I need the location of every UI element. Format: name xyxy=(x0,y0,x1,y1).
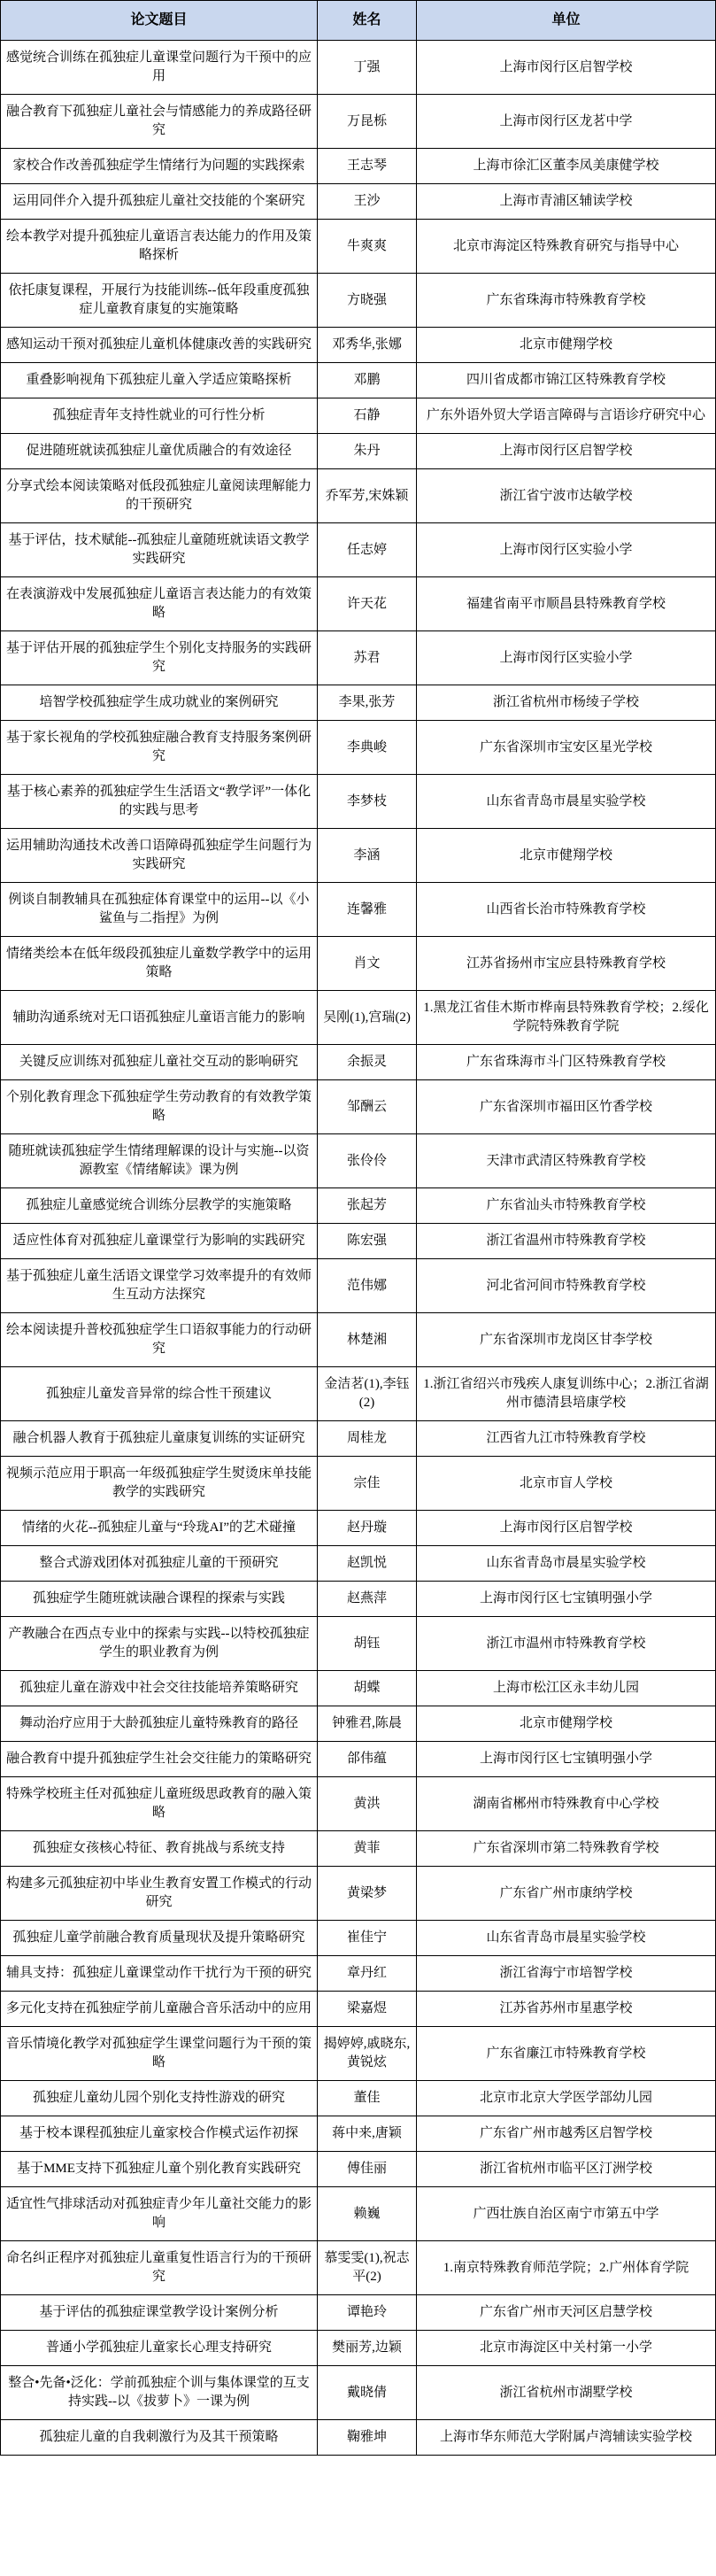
author-name-cell: 林楚湘 xyxy=(318,1313,417,1367)
author-name-cell: 董佳 xyxy=(318,2081,417,2116)
author-name-cell: 谭艳玲 xyxy=(318,2295,417,2331)
unit-cell: 北京市海淀区中关村第一小学 xyxy=(417,2331,716,2366)
table-row xyxy=(1,398,716,434)
unit-cell: 广东省汕头市特殊教育学校 xyxy=(417,1188,716,1224)
table-row xyxy=(1,2366,716,2420)
unit-cell: 上海市闵行区七宝镇明强小学 xyxy=(417,1742,716,1777)
paper-title-cell: 多元化支持在孤独症学前儿童融合音乐活动中的应用 xyxy=(1,1992,318,2027)
header-row xyxy=(1,1,716,41)
column-header-author-name: 姓名 xyxy=(318,1,417,41)
table-row xyxy=(1,220,716,274)
author-name-cell: 黄洪 xyxy=(318,1777,417,1831)
author-name-cell: 赵凯悦 xyxy=(318,1546,417,1582)
author-name-cell: 鞠雅坤 xyxy=(318,2420,417,2456)
table-row xyxy=(1,274,716,328)
table-row xyxy=(1,1742,716,1777)
table-row xyxy=(1,1831,716,1867)
unit-cell: 江西省九江市特殊教育学校 xyxy=(417,1421,716,1457)
paper-title-cell: 普通小学孤独症儿童家长心理支持研究 xyxy=(1,2331,318,2366)
unit-cell: 广东省深圳市第二特殊教育学校 xyxy=(417,1831,716,1867)
table-row xyxy=(1,1706,716,1742)
table-row xyxy=(1,469,716,523)
table-row xyxy=(1,1956,716,1992)
unit-cell: 北京市健翔学校 xyxy=(417,328,716,363)
author-name-cell: 李果,张芳 xyxy=(318,685,417,721)
paper-title-cell: 孤独症儿童在游戏中社会交往技能培养策略研究 xyxy=(1,1671,318,1706)
table-row xyxy=(1,1992,716,2027)
author-name-cell: 乔军芳,宋姝颖 xyxy=(318,469,417,523)
table-body xyxy=(1,41,716,2456)
unit-cell: 北京市健翔学校 xyxy=(417,829,716,883)
paper-title-cell: 感知运动干预对孤独症儿童机体健康改善的实践研究 xyxy=(1,328,318,363)
paper-title-cell: 整合式游戏团体对孤独症儿童的干预研究 xyxy=(1,1546,318,1582)
paper-title-cell: 融合教育中提升孤独症学生社会交往能力的策略研究 xyxy=(1,1742,318,1777)
paper-title-cell: 音乐情境化教学对孤独症学生课堂问题行为干预的策略 xyxy=(1,2027,318,2081)
paper-title-cell: 融合教育下孤独症儿童社会与情感能力的养成路径研究 xyxy=(1,95,318,149)
author-name-cell: 邹酬云 xyxy=(318,1080,417,1134)
author-name-cell: 赖巍 xyxy=(318,2187,417,2241)
unit-cell: 福建省南平市顺昌县特殊教育学校 xyxy=(417,577,716,631)
author-name-cell: 慕雯雯(1),祝志平(2) xyxy=(318,2241,417,2295)
paper-title-cell: 融合机器人教育于孤独症儿童康复训练的实证研究 xyxy=(1,1421,318,1457)
author-name-cell: 金洁茗(1),李钰(2) xyxy=(318,1367,417,1421)
table-row xyxy=(1,829,716,883)
unit-cell: 上海市闵行区龙茗中学 xyxy=(417,95,716,149)
unit-cell: 浙江省杭州市湖墅学校 xyxy=(417,2366,716,2420)
column-header-paper-title: 论文题目 xyxy=(1,1,318,41)
unit-cell: 上海市闵行区七宝镇明强小学 xyxy=(417,1582,716,1617)
paper-title-cell: 分享式绘本阅读策略对低段孤独症儿童阅读理解能力的干预研究 xyxy=(1,469,318,523)
unit-cell: 上海市闵行区启智学校 xyxy=(417,434,716,469)
unit-cell: 江苏省苏州市星惠学校 xyxy=(417,1992,716,2027)
unit-cell: 山东省青岛市晨星实验学校 xyxy=(417,1921,716,1956)
table-row xyxy=(1,1259,716,1313)
author-name-cell: 郃伟蕴 xyxy=(318,1742,417,1777)
table-row xyxy=(1,2152,716,2187)
paper-title-cell: 特殊学校班主任对孤独症儿童班级思政教育的融入策略 xyxy=(1,1777,318,1831)
unit-cell: 北京市盲人学校 xyxy=(417,1457,716,1511)
unit-cell: 1.黑龙江省佳木斯市桦南县特殊教育学校；2.绥化学院特殊教育学院 xyxy=(417,991,716,1045)
author-name-cell: 李典峻 xyxy=(318,721,417,775)
paper-title-cell: 重叠影响视角下孤独症儿童入学适应策略探析 xyxy=(1,363,318,398)
author-name-cell: 牛爽爽 xyxy=(318,220,417,274)
paper-title-cell: 命名纠正程序对孤独症儿童重复性语言行为的干预研究 xyxy=(1,2241,318,2295)
author-name-cell: 许天花 xyxy=(318,577,417,631)
table-row xyxy=(1,2331,716,2366)
paper-title-cell: 适宜性气排球活动对孤独症青少年儿童社交能力的影响 xyxy=(1,2187,318,2241)
unit-cell: 浙江省宁波市达敏学校 xyxy=(417,469,716,523)
unit-cell: 广东外语外贸大学语言障碍与言语诊疗研究中心 xyxy=(417,398,716,434)
paper-title-cell: 整合•先备•泛化：学前孤独症个训与集体课堂的互支持实践--以《拔萝卜》一课为例 xyxy=(1,2366,318,2420)
paper-title-cell: 辅具支持：孤独症儿童课堂动作干扰行为干预的研究 xyxy=(1,1956,318,1992)
table-row xyxy=(1,41,716,95)
table-row xyxy=(1,328,716,363)
author-name-cell: 张起芳 xyxy=(318,1188,417,1224)
table-row xyxy=(1,1313,716,1367)
unit-cell: 广东省珠海市特殊教育学校 xyxy=(417,274,716,328)
table-row xyxy=(1,1045,716,1080)
author-name-cell: 胡蝶 xyxy=(318,1671,417,1706)
author-name-cell: 万昆栎 xyxy=(318,95,417,149)
author-name-cell: 王沙 xyxy=(318,184,417,220)
author-name-cell: 傅佳丽 xyxy=(318,2152,417,2187)
unit-cell: 上海市闵行区实验小学 xyxy=(417,631,716,685)
unit-cell: 上海市华东师范大学附属卢湾辅读实验学校 xyxy=(417,2420,716,2456)
paper-title-cell: 基于核心素养的孤独症学生生活语文“教学评”一体化的实践与思考 xyxy=(1,775,318,829)
paper-title-cell: 运用同伴介入提升孤独症儿童社交技能的个案研究 xyxy=(1,184,318,220)
paper-title-cell: 孤独症女孩核心特征、教育挑战与系统支持 xyxy=(1,1831,318,1867)
table-row xyxy=(1,2241,716,2295)
unit-cell: 浙江市温州市特殊教育学校 xyxy=(417,1617,716,1671)
table-row xyxy=(1,1671,716,1706)
paper-title-cell: 孤独症儿童发音异常的综合性干预建议 xyxy=(1,1367,318,1421)
paper-title-cell: 基于家长视角的学校孤独症融合教育支持服务案例研究 xyxy=(1,721,318,775)
paper-title-cell: 绘本教学对提升孤独症儿童语言表达能力的作用及策略探析 xyxy=(1,220,318,274)
paper-title-cell: 基于MME支持下孤独症儿童个别化教育实践研究 xyxy=(1,2152,318,2187)
table-row xyxy=(1,577,716,631)
unit-cell: 上海市松江区永丰幼儿园 xyxy=(417,1671,716,1706)
unit-cell: 广东省深圳市福田区竹香学校 xyxy=(417,1080,716,1134)
author-name-cell: 邓鹏 xyxy=(318,363,417,398)
table-row xyxy=(1,2027,716,2081)
author-name-cell: 戴晓倩 xyxy=(318,2366,417,2420)
paper-title-cell: 运用辅助沟通技术改善口语障碍孤独症学生问题行为实践研究 xyxy=(1,829,318,883)
author-name-cell: 范伟娜 xyxy=(318,1259,417,1313)
paper-title-cell: 基于评估的孤独症课堂教学设计案例分析 xyxy=(1,2295,318,2331)
unit-cell: 广东省广州市天河区启慧学校 xyxy=(417,2295,716,2331)
author-name-cell: 方晓强 xyxy=(318,274,417,328)
paper-title-cell: 基于孤独症儿童生活语文课堂学习效率提升的有效师生互动方法探究 xyxy=(1,1259,318,1313)
unit-cell: 河北省河间市特殊教育学校 xyxy=(417,1259,716,1313)
table-row xyxy=(1,1617,716,1671)
unit-cell: 上海市闵行区启智学校 xyxy=(417,41,716,95)
unit-cell: 广东省广州市越秀区启智学校 xyxy=(417,2116,716,2152)
table-row xyxy=(1,883,716,937)
table-row xyxy=(1,184,716,220)
paper-title-cell: 辅助沟通系统对无口语孤独症儿童语言能力的影响 xyxy=(1,991,318,1045)
unit-cell: 山东省青岛市晨星实验学校 xyxy=(417,1546,716,1582)
paper-title-cell: 在表演游戏中发展孤独症儿童语言表达能力的有效策略 xyxy=(1,577,318,631)
unit-cell: 北京市健翔学校 xyxy=(417,1706,716,1742)
unit-cell: 上海市闵行区实验小学 xyxy=(417,523,716,577)
paper-title-cell: 情绪的火花--孤独症儿童与“玲珑AI”的艺术碰撞 xyxy=(1,1511,318,1546)
unit-cell: 上海市闵行区启智学校 xyxy=(417,1511,716,1546)
table-row xyxy=(1,363,716,398)
table-row xyxy=(1,2295,716,2331)
paper-title-cell: 促进随班就读孤独症儿童优质融合的有效途径 xyxy=(1,434,318,469)
table-row xyxy=(1,1188,716,1224)
paper-title-cell: 构建多元孤独症初中毕业生教育安置工作模式的行动研究 xyxy=(1,1867,318,1921)
unit-cell: 上海市徐汇区董李凤美康健学校 xyxy=(417,149,716,184)
table-row xyxy=(1,1777,716,1831)
paper-title-cell: 孤独症青年支持性就业的可行性分析 xyxy=(1,398,318,434)
table-row xyxy=(1,149,716,184)
table-row xyxy=(1,1511,716,1546)
table-row xyxy=(1,1134,716,1188)
unit-cell: 山西省长治市特殊教育学校 xyxy=(417,883,716,937)
author-name-cell: 胡钰 xyxy=(318,1617,417,1671)
author-name-cell: 赵丹璇 xyxy=(318,1511,417,1546)
paper-title-cell: 关键反应训练对孤独症儿童社交互动的影响研究 xyxy=(1,1045,318,1080)
table-row xyxy=(1,1457,716,1511)
table-row xyxy=(1,937,716,991)
paper-title-cell: 情绪类绘本在低年级段孤独症儿童数学教学中的运用策略 xyxy=(1,937,318,991)
unit-cell: 浙江省杭州市临平区汀洲学校 xyxy=(417,2152,716,2187)
paper-title-cell: 舞动治疗应用于大龄孤独症儿童特殊教育的路径 xyxy=(1,1706,318,1742)
author-name-cell: 樊丽芳,边颖 xyxy=(318,2331,417,2366)
paper-title-cell: 孤独症儿童幼儿园个别化支持性游戏的研究 xyxy=(1,2081,318,2116)
table-row xyxy=(1,1546,716,1582)
table-row xyxy=(1,2116,716,2152)
table-row xyxy=(1,1582,716,1617)
unit-cell: 天津市武清区特殊教育学校 xyxy=(417,1134,716,1188)
table-row xyxy=(1,2187,716,2241)
table-row xyxy=(1,1080,716,1134)
paper-title-cell: 产教融合在西点专业中的探索与实践--以特校孤独症学生的职业教育为例 xyxy=(1,1617,318,1671)
author-name-cell: 苏君 xyxy=(318,631,417,685)
unit-cell: 浙江省温州市特殊教育学校 xyxy=(417,1224,716,1259)
paper-title-cell: 家校合作改善孤独症学生情绪行为问题的实践探索 xyxy=(1,149,318,184)
unit-cell: 山东省青岛市晨星实验学校 xyxy=(417,775,716,829)
paper-title-cell: 绘本阅读提升普校孤独症学生口语叙事能力的行动研究 xyxy=(1,1313,318,1367)
author-name-cell: 梁嘉煜 xyxy=(318,1992,417,2027)
author-name-cell: 石静 xyxy=(318,398,417,434)
table-row xyxy=(1,1921,716,1956)
table-row xyxy=(1,434,716,469)
author-name-cell: 王志琴 xyxy=(318,149,417,184)
paper-title-cell: 孤独症学生随班就读融合课程的探索与实践 xyxy=(1,1582,318,1617)
author-name-cell: 周桂龙 xyxy=(318,1421,417,1457)
column-header-unit: 单位 xyxy=(417,1,716,41)
unit-cell: 广西壮族自治区南宁市第五中学 xyxy=(417,2187,716,2241)
author-name-cell: 李涵 xyxy=(318,829,417,883)
author-name-cell: 余振灵 xyxy=(318,1045,417,1080)
paper-title-cell: 孤独症儿童的自我刺激行为及其干预策略 xyxy=(1,2420,318,2456)
author-name-cell: 吴刚(1),宫瑞(2) xyxy=(318,991,417,1045)
unit-cell: 广东省深圳市宝安区星光学校 xyxy=(417,721,716,775)
unit-cell: 北京市北京大学医学部幼儿园 xyxy=(417,2081,716,2116)
author-name-cell: 揭婷婷,戚晓东,黄锐炫 xyxy=(318,2027,417,2081)
author-name-cell: 黄梁梦 xyxy=(318,1867,417,1921)
unit-cell: 上海市青浦区辅读学校 xyxy=(417,184,716,220)
paper-title-cell: 孤独症儿童学前融合教育质量现状及提升策略研究 xyxy=(1,1921,318,1956)
table-row xyxy=(1,2420,716,2456)
author-name-cell: 宗佳 xyxy=(318,1457,417,1511)
paper-title-cell: 感觉统合训练在孤独症儿童课堂问题行为干预中的应用 xyxy=(1,41,318,95)
table-row xyxy=(1,2081,716,2116)
paper-title-cell: 孤独症儿童感觉统合训练分层教学的实施策略 xyxy=(1,1188,318,1224)
paper-title-cell: 例谈自制教辅具在孤独症体育课堂中的运用--以《小鲨鱼与二指捏》为例 xyxy=(1,883,318,937)
paper-title-cell: 视频示范应用于职高一年级孤独症学生熨烫床单技能教学的实践研究 xyxy=(1,1457,318,1511)
table-row xyxy=(1,721,716,775)
table-row xyxy=(1,685,716,721)
table-row xyxy=(1,775,716,829)
table-row xyxy=(1,1224,716,1259)
unit-cell: 浙江省杭州市杨绫子学校 xyxy=(417,685,716,721)
author-name-cell: 陈宏强 xyxy=(318,1224,417,1259)
author-name-cell: 赵燕萍 xyxy=(318,1582,417,1617)
paper-title-cell: 个别化教育理念下孤独症学生劳动教育的有效教学策略 xyxy=(1,1080,318,1134)
unit-cell: 广东省珠海市斗门区特殊教育学校 xyxy=(417,1045,716,1080)
author-name-cell: 肖文 xyxy=(318,937,417,991)
author-name-cell: 蒋中来,唐颖 xyxy=(318,2116,417,2152)
paper-title-cell: 培智学校孤独症学生成功就业的案例研究 xyxy=(1,685,318,721)
unit-cell: 浙江省海宁市培智学校 xyxy=(417,1956,716,1992)
unit-cell: 北京市海淀区特殊教育研究与指导中心 xyxy=(417,220,716,274)
paper-title-cell: 基于校本课程孤独症儿童家校合作模式运作初探 xyxy=(1,2116,318,2152)
paper-title-cell: 基于评估开展的孤独症学生个别化支持服务的实践研究 xyxy=(1,631,318,685)
paper-title-cell: 依托康复课程，开展行为技能训练--低年段重度孤独症儿童教育康复的实施策略 xyxy=(1,274,318,328)
author-name-cell: 丁强 xyxy=(318,41,417,95)
table-row xyxy=(1,1867,716,1921)
author-name-cell: 朱丹 xyxy=(318,434,417,469)
author-name-cell: 连馨雅 xyxy=(318,883,417,937)
author-name-cell: 黄菲 xyxy=(318,1831,417,1867)
unit-cell: 广东省深圳市龙岗区甘李学校 xyxy=(417,1313,716,1367)
unit-cell: 江苏省扬州市宝应县特殊教育学校 xyxy=(417,937,716,991)
table-row xyxy=(1,523,716,577)
author-name-cell: 邓秀华,张娜 xyxy=(318,328,417,363)
paper-title-cell: 基于评估，技术赋能--孤独症儿童随班就读语文教学实践研究 xyxy=(1,523,318,577)
author-name-cell: 张伶伶 xyxy=(318,1134,417,1188)
unit-cell: 湖南省郴州市特殊教育中心学校 xyxy=(417,1777,716,1831)
unit-cell: 1.南京特殊教育师范学院；2.广州体育学院 xyxy=(417,2241,716,2295)
author-name-cell: 钟雅君,陈晨 xyxy=(318,1706,417,1742)
table-row xyxy=(1,631,716,685)
author-name-cell: 李梦枝 xyxy=(318,775,417,829)
table-row xyxy=(1,1367,716,1421)
table-row xyxy=(1,95,716,149)
author-name-cell: 章丹红 xyxy=(318,1956,417,1992)
paper-title-cell: 适应性体育对孤独症儿童课堂行为影响的实践研究 xyxy=(1,1224,318,1259)
unit-cell: 广东省广州市康纳学校 xyxy=(417,1867,716,1921)
author-name-cell: 任志婷 xyxy=(318,523,417,577)
table-row xyxy=(1,991,716,1045)
author-name-cell: 崔佳宁 xyxy=(318,1921,417,1956)
table-row xyxy=(1,1421,716,1457)
unit-cell: 四川省成都市锦江区特殊教育学校 xyxy=(417,363,716,398)
unit-cell: 广东省廉江市特殊教育学校 xyxy=(417,2027,716,2081)
paper-title-cell: 随班就读孤独症学生情绪理解课的设计与实施--以资源教室《情绪解读》课为例 xyxy=(1,1134,318,1188)
unit-cell: 1.浙江省绍兴市残疾人康复训练中心；2.浙江省湖州市德清县培康学校 xyxy=(417,1367,716,1421)
